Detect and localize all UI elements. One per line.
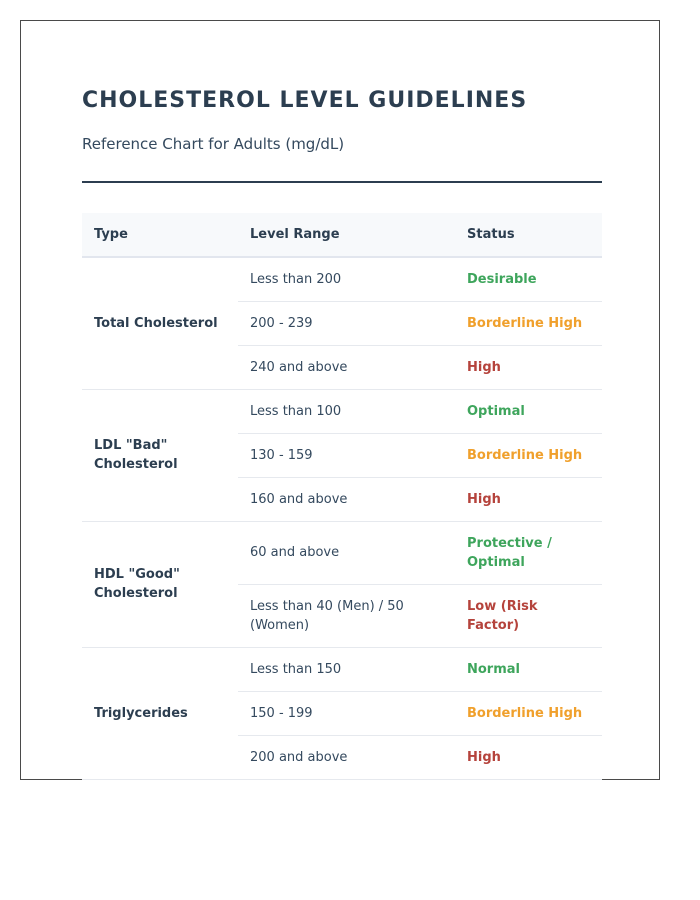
range-cell: Less than 40 (Men) / 50 (Women) (238, 584, 455, 647)
column-header-type: Type (82, 213, 238, 257)
status-cell: High (455, 477, 602, 521)
range-cell: 150 - 199 (238, 691, 455, 735)
status-cell: Borderline High (455, 433, 602, 477)
table-header (82, 213, 602, 257)
page-title: CHOLESTEROL LEVEL GUIDELINES (82, 88, 528, 113)
table-row (82, 257, 602, 301)
range-cell: Less than 150 (238, 647, 455, 691)
range-cell: 200 - 239 (238, 301, 455, 345)
table-row (82, 389, 602, 433)
status-cell: High (455, 735, 602, 779)
column-header-level-range: Level Range (238, 213, 455, 257)
status-cell: Normal (455, 647, 602, 691)
cholesterol-table (82, 213, 602, 780)
range-cell: Less than 100 (238, 389, 455, 433)
table-row (82, 647, 602, 691)
range-cell: 160 and above (238, 477, 455, 521)
range-cell: 130 - 159 (238, 433, 455, 477)
status-cell: High (455, 345, 602, 389)
type-cell: LDL "Bad" Cholesterol (82, 389, 238, 521)
type-cell: HDL "Good" Cholesterol (82, 521, 238, 647)
range-cell: 240 and above (238, 345, 455, 389)
status-cell: Protective / Optimal (455, 521, 602, 584)
status-cell: Low (Risk Factor) (455, 584, 602, 647)
status-cell: Desirable (455, 257, 602, 301)
guidelines-card (20, 20, 660, 780)
type-cell: Total Cholesterol (82, 257, 238, 389)
range-cell: 60 and above (238, 521, 455, 584)
table-body (82, 257, 602, 779)
status-cell: Borderline High (455, 691, 602, 735)
card-content (82, 86, 602, 780)
column-header-status: Status (455, 213, 602, 257)
range-cell: Less than 200 (238, 257, 455, 301)
header-row (82, 213, 602, 257)
page-subtitle: Reference Chart for Adults (mg/dL) (82, 135, 345, 153)
range-cell: 200 and above (238, 735, 455, 779)
type-cell: Triglycerides (82, 647, 238, 779)
status-cell: Borderline High (455, 301, 602, 345)
table-row (82, 521, 602, 584)
status-cell: Optimal (455, 389, 602, 433)
title-divider (82, 181, 602, 183)
